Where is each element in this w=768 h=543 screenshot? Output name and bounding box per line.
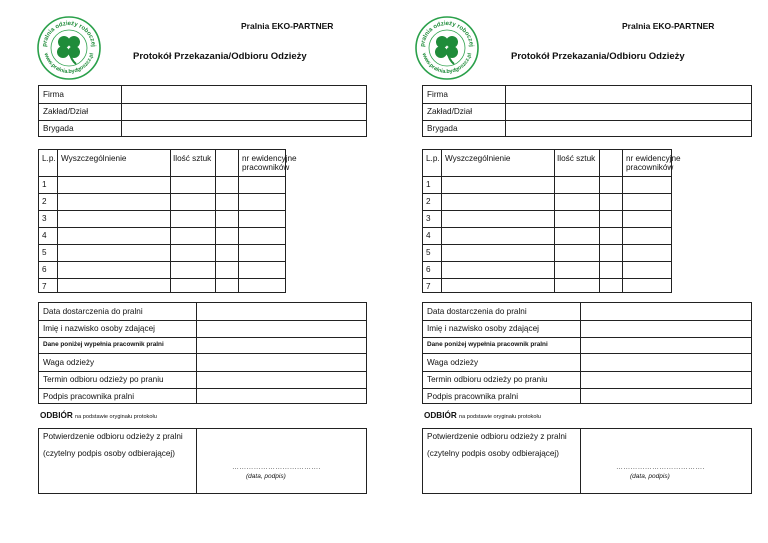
row-number: 5 bbox=[426, 248, 431, 257]
date-sign-label: (data, podpis) bbox=[246, 473, 286, 480]
row-number: 1 bbox=[426, 180, 431, 189]
items-table bbox=[38, 149, 297, 293]
delivery-table bbox=[38, 302, 367, 404]
brygada-label: Brygada bbox=[427, 124, 458, 133]
pickup-box bbox=[422, 428, 752, 494]
svg-text:pralnia odzieży roboczej: pralnia odzieży roboczej bbox=[419, 20, 474, 48]
firma-label: Firma bbox=[427, 90, 448, 99]
row-number: 4 bbox=[42, 231, 47, 240]
pickup-heading: ODBIÓR na podstawie oryginału protokołu bbox=[40, 411, 157, 420]
row-number: 2 bbox=[42, 197, 47, 206]
date-label: Data dostarczenia do pralni bbox=[427, 307, 527, 316]
clover-logo-icon bbox=[414, 15, 480, 81]
pickup-heading: ODBIÓR na podstawie oryginału protokołu bbox=[424, 411, 541, 420]
zaklad-label: Zakład/Dział bbox=[43, 107, 89, 116]
person-label: Imię i nazwisko osoby zdającej bbox=[427, 324, 539, 333]
svg-text:www.pralnia.bydgoszcz.pl: www.pralnia.bydgoszcz.pl bbox=[420, 52, 474, 76]
note-label: Dane poniżej wypełnia pracownik pralni bbox=[43, 341, 164, 348]
form-title: Protokół Przekazania/Odbioru Odzieży bbox=[511, 51, 685, 62]
company-name: Pralnia EKO-PARTNER bbox=[241, 21, 334, 31]
clover-logo-icon bbox=[36, 15, 102, 81]
company-name: Pralnia EKO-PARTNER bbox=[622, 21, 715, 31]
logo bbox=[36, 15, 102, 81]
signature-label: Podpis pracownika pralni bbox=[427, 392, 519, 401]
form-right bbox=[384, 0, 768, 543]
row-number: 7 bbox=[42, 282, 47, 291]
signature-label: Podpis pracownika pralni bbox=[43, 392, 135, 401]
row-number: 5 bbox=[42, 248, 47, 257]
row-number: 7 bbox=[426, 282, 431, 291]
svg-text:www.pralnia.bydgoszcz.pl: www.pralnia.bydgoszcz.pl bbox=[42, 52, 96, 76]
legible-label: (czytelny podpis osoby odbierającej) bbox=[427, 449, 559, 458]
col-lp: L.p. bbox=[426, 154, 440, 163]
row-number: 1 bbox=[42, 180, 47, 189]
logo bbox=[414, 15, 480, 81]
pickup-box bbox=[38, 428, 367, 494]
col-qty: Ilość sztuk bbox=[557, 154, 596, 163]
row-number: 3 bbox=[426, 214, 431, 223]
delivery-table bbox=[422, 302, 752, 404]
form-title: Protokół Przekazania/Odbioru Odzieży bbox=[133, 51, 307, 62]
pickup-term-label: Termin odbioru odzieży po praniu bbox=[43, 375, 164, 384]
col-qty: Ilość sztuk bbox=[173, 154, 212, 163]
col-name: Wyszczególnienie bbox=[445, 154, 511, 163]
legible-label: (czytelny podpis osoby odbierającej) bbox=[43, 449, 175, 458]
brygada-label: Brygada bbox=[43, 124, 74, 133]
signature-line: ………………………………. bbox=[616, 464, 705, 471]
items-table bbox=[422, 149, 681, 293]
confirm-label: Potwierdzenie odbioru odzieży z pralni bbox=[427, 432, 567, 441]
firma-label: Firma bbox=[43, 90, 64, 99]
col-lp: L.p. bbox=[42, 154, 56, 163]
col-id: nr ewidencyjne pracowników bbox=[626, 154, 681, 173]
confirm-label: Potwierdzenie odbioru odzieży z pralni bbox=[43, 432, 183, 441]
zaklad-label: Zakład/Dział bbox=[427, 107, 473, 116]
person-label: Imię i nazwisko osoby zdającej bbox=[43, 324, 155, 333]
weight-label: Waga odzieży bbox=[427, 358, 479, 367]
header-table bbox=[38, 85, 367, 137]
col-name: Wyszczególnienie bbox=[61, 154, 127, 163]
col-id: nr ewidencyjne pracowników bbox=[242, 154, 297, 173]
row-number: 4 bbox=[426, 231, 431, 240]
date-sign-label: (data, podpis) bbox=[630, 473, 670, 480]
svg-text:pralnia odzieży roboczej: pralnia odzieży roboczej bbox=[41, 20, 96, 48]
row-number: 6 bbox=[42, 265, 47, 274]
row-number: 6 bbox=[426, 265, 431, 274]
row-number: 3 bbox=[42, 214, 47, 223]
note-label: Dane poniżej wypełnia pracownik pralni bbox=[427, 341, 548, 348]
header-table bbox=[422, 85, 752, 137]
row-number: 2 bbox=[426, 197, 431, 206]
pickup-term-label: Termin odbioru odzieży po praniu bbox=[427, 375, 548, 384]
weight-label: Waga odzieży bbox=[43, 358, 95, 367]
signature-line: ………………………………. bbox=[232, 464, 321, 471]
date-label: Data dostarczenia do pralni bbox=[43, 307, 143, 316]
